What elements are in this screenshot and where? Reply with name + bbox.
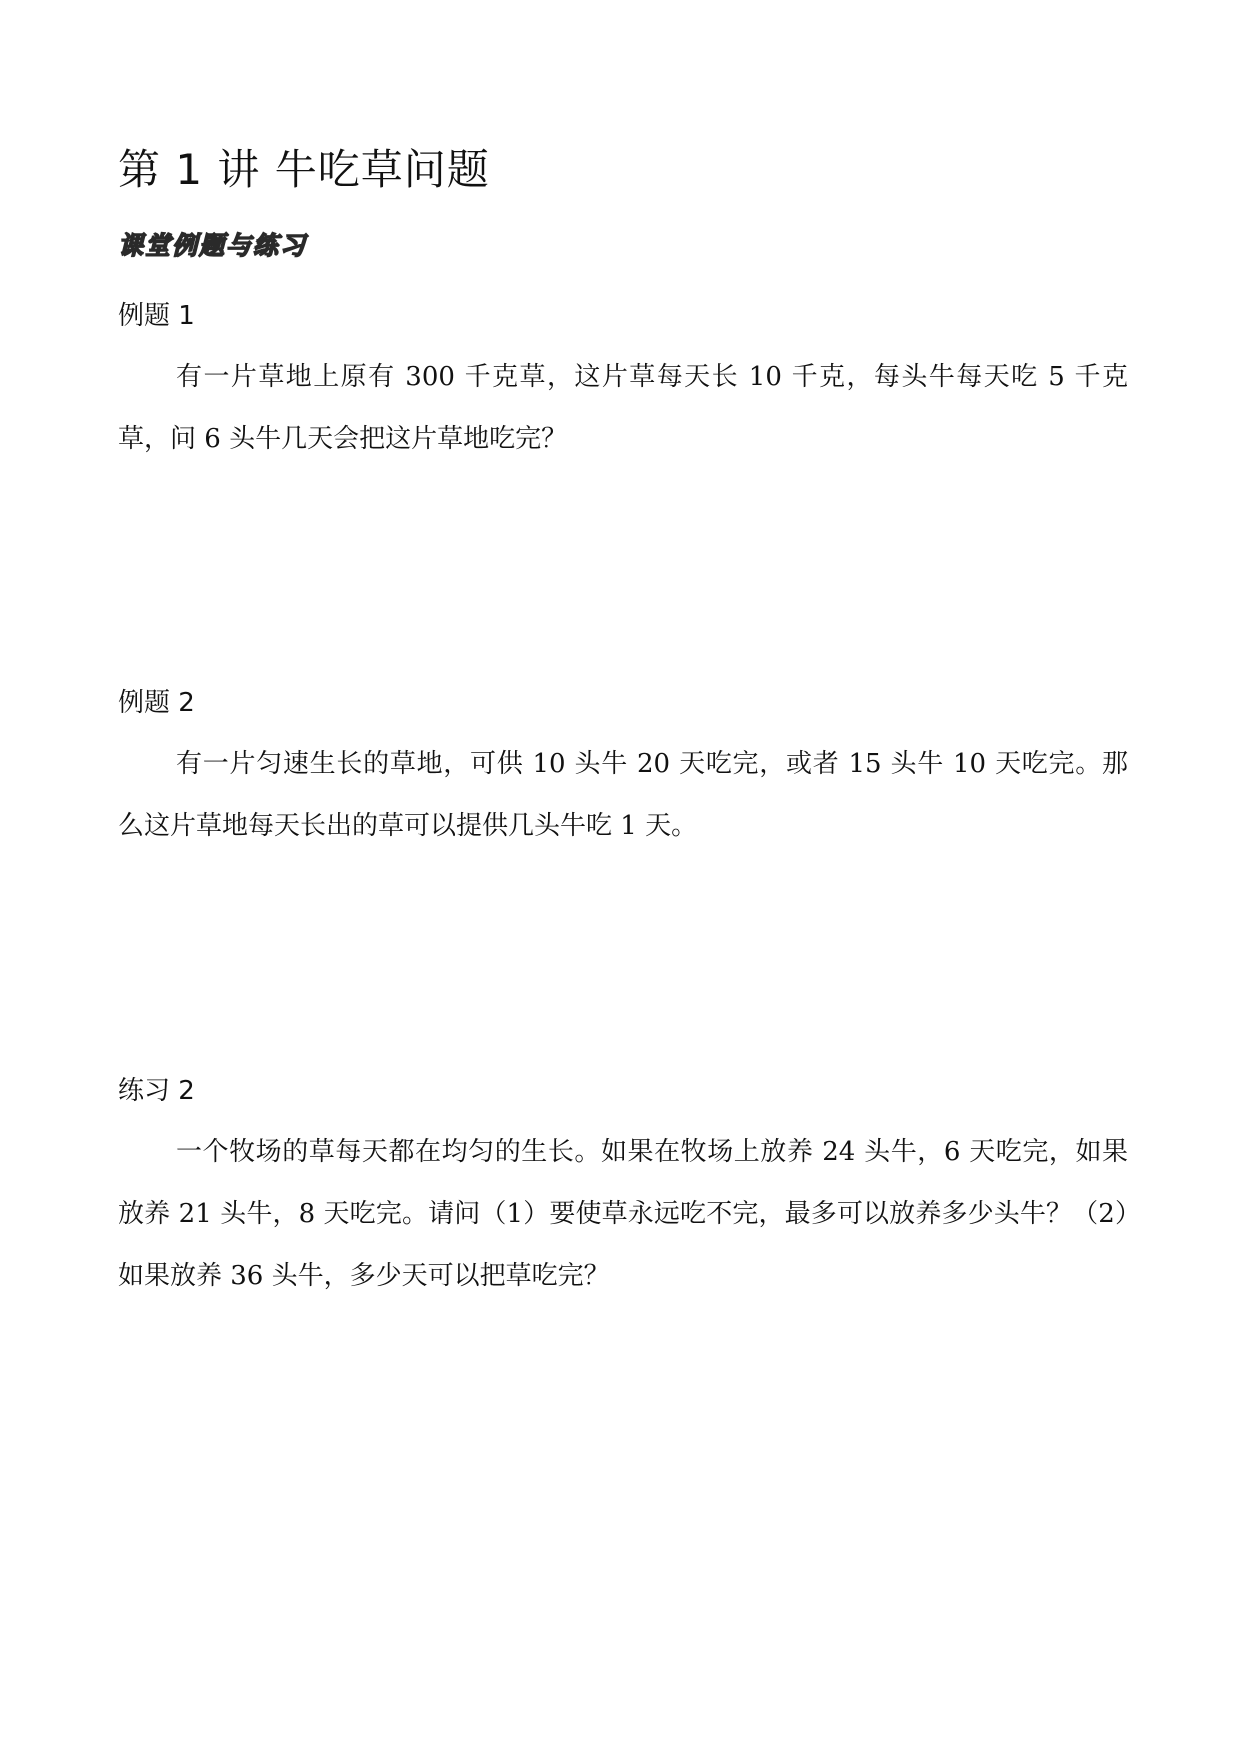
example-2-heading: 例题 2 bbox=[118, 688, 195, 718]
section-subtitle: 课堂例题与练习 bbox=[118, 231, 308, 260]
exercise-2-text: 一个牧场的草每天都在均匀的生长。如果在牧场上放养 24 头牛，6 天吃完，如果放养 21 头牛，8 天吃完。请问（1）要使草永远吃不完，最多可以放养多少头牛？（2）如果放养 36 头牛，多少天可以把草吃完？ bbox=[118, 1137, 1128, 1291]
example-1-text: 有一片草地上原有 300 千克草，这片草每天长 10 千克，每头牛每天吃 5 千克草，问 6 头牛几天会把这片草地吃完？ bbox=[118, 362, 1128, 454]
example-1-heading: 例题 1 bbox=[118, 301, 195, 331]
example-2-text: 有一片匀速生长的草地，可供 10 头牛 20 天吃完，或者 15 头牛 10 天吃完。那么这片草地每天长出的草可以提供几头牛吃 1 天。 bbox=[118, 749, 1128, 841]
lesson-title: 第 1 讲 牛吃草问题 bbox=[118, 145, 490, 194]
exercise-2-heading: 练习 2 bbox=[118, 1076, 195, 1106]
